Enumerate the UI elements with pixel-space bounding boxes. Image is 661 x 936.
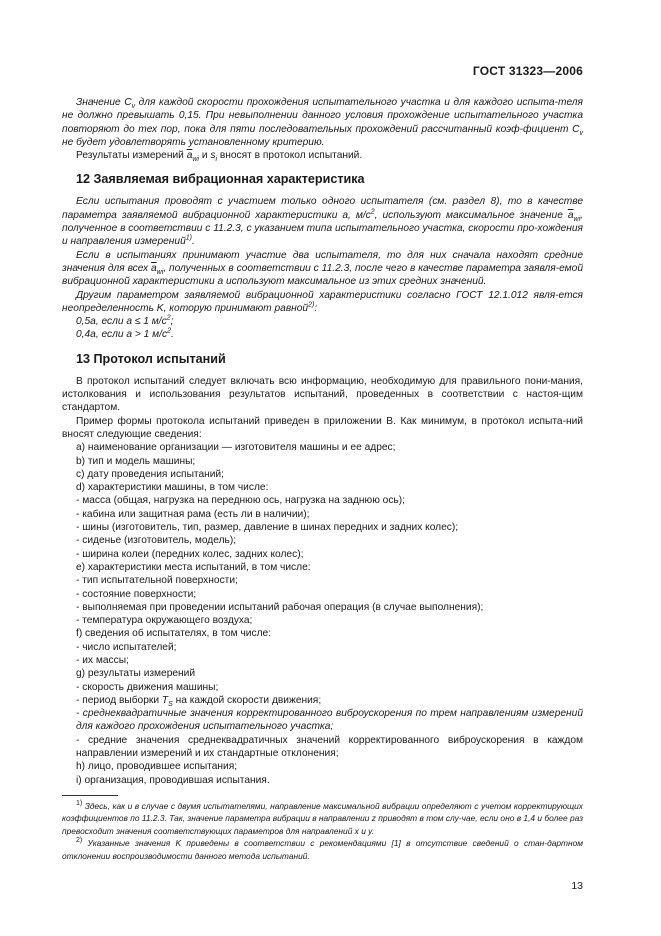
results-paragraph: Результаты измерений $\overline{a}_{wi}$ и $s_i$ вносят в протокол испытаний. <box>76 150 363 164</box>
list-item: h) лицо, проводившее испытания; <box>76 761 238 773</box>
list-item: f) сведения об испытателях, в том числе: <box>76 628 272 640</box>
list-item: - выполняемая при проведении испытаний рабочая операция (в случае выполнения); <box>76 601 484 613</box>
footnote-1: $^{1)}$ Здесь, как и в случае с двумя испытателями, направление максимальной вибрации определяют с учетом корректирующих коэффициентов по 11.2.3. Так, значение параметра вибрации в направлении z приводят в том слу-чае, если оно в 1,4 и более раз превосходит значения соответствующих параметров для направлений x и y. <box>62 800 583 836</box>
list-item: - их массы; <box>76 654 129 666</box>
section-12-heading: 12 Заявляемая вибрационная характеристика <box>76 172 365 187</box>
section-13-paragraph-2: Пример формы протокола испытаний приведен в приложении В. Как минимум, в протокол испыта-ний вносят следующие сведения: <box>62 415 583 440</box>
list-item: - период выборки $T_S$ на каждой скорости движения; <box>76 694 322 708</box>
protocol-items-list <box>62 441 583 787</box>
list-item: - состояние поверхности; <box>76 588 197 600</box>
list-item: - средние значения среднеквадратичных значений корректированного виброускорения в каждом направлении измерений и их стандартные отклонения; <box>76 734 583 760</box>
document-code-header: ГОСТ 31323—2006 <box>472 64 583 78</box>
list-item: - скорость движения машины; <box>76 681 219 693</box>
list-item: - среднеквадратичные значения корректированного виброускорения по трем направлениям измерений для каждого прохождения испытательного участка; <box>76 708 583 733</box>
section-12-paragraph-3: Другим параметром заявляемой вибрационной характеристики согласно ГОСТ 12.1.012 явля-ется неопределенность K, которую принимают равной$^{2)}$: <box>62 289 583 314</box>
cv-criterion-paragraph: Значение $C_v$ для каждой скорости прохождения испытательного участка и для каждого испыта-теля не должно превышать 0,15. При невыполнении данного условия прохождение испытательного участка повторяют до тех пор, пока для пяти последовательных прохождений рассчитанный коэф-фициент $C_v$ не будет удовлетворять установленному критерию. <box>62 97 583 148</box>
list-item: - шины (изготовитель, тип, размер, давление в шинах передних и задних колес); <box>76 522 459 534</box>
list-item: - ширина колеи (передних колес, задних колес); <box>76 548 304 560</box>
list-item: - кабина или защитная рама (есть ли в наличии); <box>76 508 310 520</box>
uncertainty-option-2: 0,4a, если a > 1 $м/с^2$. <box>76 328 174 341</box>
page-number: 13 <box>571 880 583 892</box>
footnote-separator <box>62 795 118 796</box>
uncertainty-option-1: 0,5a, если a ≤ 1 $м/с^2$; <box>76 314 174 328</box>
list-item: a) наименование организации — изготовителя машины и ее адрес; <box>76 442 396 454</box>
page-body <box>62 96 583 862</box>
footnote-2: $^{2)}$ Указанные значения K приведены в соответствии с рекомендациями [1] в отсутствие сведений о стан-дартном отклонении воспроизводимости данного метода испытаний. <box>62 837 583 861</box>
list-item: c) дату проведения испытаний; <box>76 468 224 480</box>
section-12-paragraph-2: Если в испытаниях принимают участие два испытателя, то для них сначала находят средние значения для всех $\overline{a}_{wi}$, полученных в соответствии с 11.2.3, после чего в качестве параметра заявля-емой вибрационной характеристики a используют максимальное из этих средних значений. <box>62 249 583 288</box>
section-13-heading: 13 Протокол испытаний <box>76 351 226 366</box>
list-item: - температура окружающего воздуха; <box>76 615 253 627</box>
section-13-paragraph-1: В протокол испытаний следует включать всю информацию, необходимую для правильного пони-мания, истолкования и использования результатов испытаний, проведенных в соответствии с настоя-щим стандартом. <box>62 375 583 414</box>
list-item: d) характеристики машины, в том числе: <box>76 482 269 494</box>
list-item: i) организация, проводившая испытания. <box>76 774 270 786</box>
list-item: - сиденье (изготовитель, модель); <box>76 535 237 547</box>
list-item: e) характеристики места испытаний, в том числе: <box>76 561 311 573</box>
list-item: - масса (общая, нагрузка на переднюю ось, нагрузка на заднюю ось); <box>76 495 405 507</box>
list-item: g) результаты измерений <box>76 668 196 680</box>
list-item: - тип испытательной поверхности; <box>76 575 238 587</box>
list-item: b) тип и модель машины; <box>76 455 196 467</box>
list-item: - число испытателей; <box>76 641 177 653</box>
section-12-paragraph-1: Если испытания проводят с участием только одного испытателя (см. раздел 8), то в качестве параметра заявляемой вибрационной характеристики a, $м/с^2$, используют максимальное значение $\overline{a}_{wi}$, полученное в соответствии с 11.2.3, с указанием типа испытательного участка, скорости про-хождения и направления измерений$^{1)}$. <box>62 196 583 248</box>
